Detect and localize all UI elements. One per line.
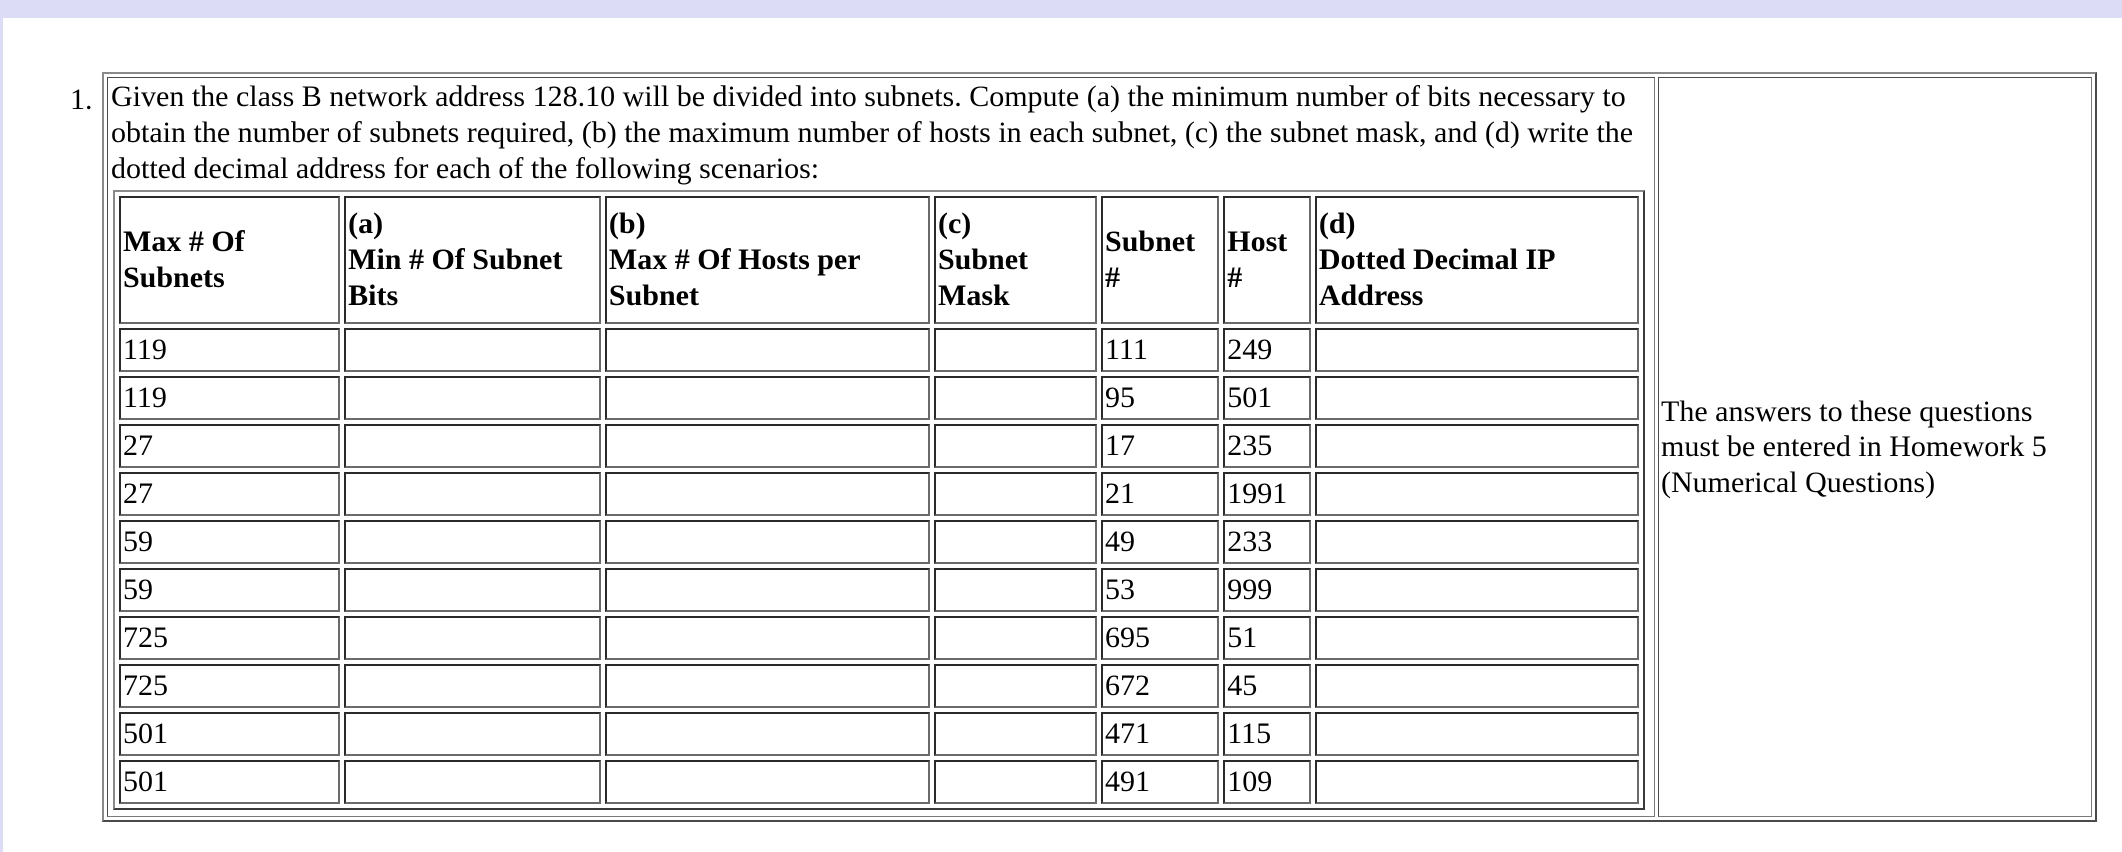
cell-ip-address <box>1315 328 1639 372</box>
header-subnet-number: Subnet # <box>1101 196 1219 324</box>
cell-subnet-mask <box>934 424 1097 468</box>
cell-max-hosts <box>605 712 930 756</box>
cell-subnet-mask <box>934 472 1097 516</box>
cell-max-hosts <box>605 472 930 516</box>
cell-ip-address <box>1315 616 1639 660</box>
cell-subnet-number: 695 <box>1101 616 1219 660</box>
cell-ip-address <box>1315 376 1639 420</box>
cell-subnet-number: 111 <box>1101 328 1219 372</box>
cell-subnet-number: 17 <box>1101 424 1219 468</box>
cell-max-subnets: 119 <box>119 376 340 420</box>
question-number: 1. <box>70 83 93 116</box>
table-row <box>119 328 1639 372</box>
cell-min-bits <box>344 376 601 420</box>
cell-min-bits <box>344 616 601 660</box>
top-banner-strip <box>0 0 2122 18</box>
cell-max-hosts <box>605 376 930 420</box>
header-dotted-decimal-ip: (d) Dotted Decimal IP Address <box>1315 196 1639 324</box>
cell-subnet-mask <box>934 568 1097 612</box>
cell-host-number: 1991 <box>1223 472 1311 516</box>
cell-max-subnets: 119 <box>119 328 340 372</box>
cell-host-number: 115 <box>1223 712 1311 756</box>
cell-subnet-mask <box>934 520 1097 564</box>
cell-subnet-number: 471 <box>1101 712 1219 756</box>
cell-min-bits <box>344 328 601 372</box>
cell-max-hosts <box>605 328 930 372</box>
table-row <box>119 760 1639 804</box>
cell-max-hosts <box>605 760 930 804</box>
cell-max-hosts <box>605 424 930 468</box>
question-cell <box>107 77 1655 817</box>
cell-host-number: 233 <box>1223 520 1311 564</box>
cell-min-bits <box>344 472 601 516</box>
header-max-subnets: Max # Of Subnets <box>119 196 340 324</box>
header-min-subnet-bits: (a) Min # Of Subnet Bits <box>344 196 601 324</box>
cell-min-bits <box>344 520 601 564</box>
cell-host-number: 249 <box>1223 328 1311 372</box>
table-row <box>119 424 1639 468</box>
cell-ip-address <box>1315 664 1639 708</box>
question-layout-table <box>102 72 2097 822</box>
cell-min-bits <box>344 712 601 756</box>
cell-max-subnets: 59 <box>119 520 340 564</box>
cell-subnet-mask <box>934 376 1097 420</box>
cell-max-subnets: 27 <box>119 424 340 468</box>
cell-subnet-mask <box>934 712 1097 756</box>
table-row <box>119 616 1639 660</box>
cell-max-subnets: 725 <box>119 664 340 708</box>
cell-min-bits <box>344 424 601 468</box>
cell-subnet-number: 491 <box>1101 760 1219 804</box>
header-max-hosts: (b) Max # Of Hosts per Subnet <box>605 196 930 324</box>
cell-min-bits <box>344 664 601 708</box>
cell-subnet-mask <box>934 328 1097 372</box>
cell-subnet-mask <box>934 760 1097 804</box>
scenarios-table <box>113 190 1645 810</box>
cell-ip-address <box>1315 760 1639 804</box>
cell-ip-address <box>1315 424 1639 468</box>
cell-host-number: 45 <box>1223 664 1311 708</box>
table-row <box>119 520 1639 564</box>
cell-host-number: 235 <box>1223 424 1311 468</box>
table-row <box>119 664 1639 708</box>
cell-subnet-number: 672 <box>1101 664 1219 708</box>
cell-max-subnets: 501 <box>119 712 340 756</box>
cell-ip-address <box>1315 568 1639 612</box>
cell-ip-address <box>1315 712 1639 756</box>
side-note-cell <box>1658 77 2092 817</box>
table-header-row <box>119 196 1639 324</box>
cell-host-number: 999 <box>1223 568 1311 612</box>
cell-max-hosts <box>605 664 930 708</box>
table-row <box>119 472 1639 516</box>
cell-subnet-number: 49 <box>1101 520 1219 564</box>
cell-max-subnets: 501 <box>119 760 340 804</box>
table-row <box>119 568 1639 612</box>
cell-max-subnets: 725 <box>119 616 340 660</box>
cell-subnet-number: 21 <box>1101 472 1219 516</box>
cell-max-subnets: 27 <box>119 472 340 516</box>
table-row <box>119 376 1639 420</box>
cell-subnet-number: 95 <box>1101 376 1219 420</box>
cell-host-number: 501 <box>1223 376 1311 420</box>
cell-max-hosts <box>605 616 930 660</box>
cell-ip-address <box>1315 472 1639 516</box>
header-subnet-mask: (c) Subnet Mask <box>934 196 1097 324</box>
cell-host-number: 51 <box>1223 616 1311 660</box>
cell-subnet-mask <box>934 616 1097 660</box>
cell-min-bits <box>344 760 601 804</box>
cell-max-hosts <box>605 520 930 564</box>
cell-min-bits <box>344 568 601 612</box>
table-row <box>119 712 1639 756</box>
cell-host-number: 109 <box>1223 760 1311 804</box>
cell-ip-address <box>1315 520 1639 564</box>
left-border-strip <box>0 0 3 852</box>
side-note-text: The answers to these questions must be entered in Homework 5 (Numerical Questions) <box>1661 394 2047 499</box>
cell-subnet-number: 53 <box>1101 568 1219 612</box>
header-host-number: Host # <box>1223 196 1311 324</box>
question-text: Given the class B network address 128.10 will be divided into subnets. Compute (a) the minimum number of bits necessary to obtain the number of subnets required, (b) the maximum number of hosts in each subnet, (c) the subnet mask, and (d) write the dotted decimal address for each of the following scenarios: <box>111 80 1634 185</box>
cell-max-hosts <box>605 568 930 612</box>
cell-max-subnets: 59 <box>119 568 340 612</box>
cell-subnet-mask <box>934 664 1097 708</box>
